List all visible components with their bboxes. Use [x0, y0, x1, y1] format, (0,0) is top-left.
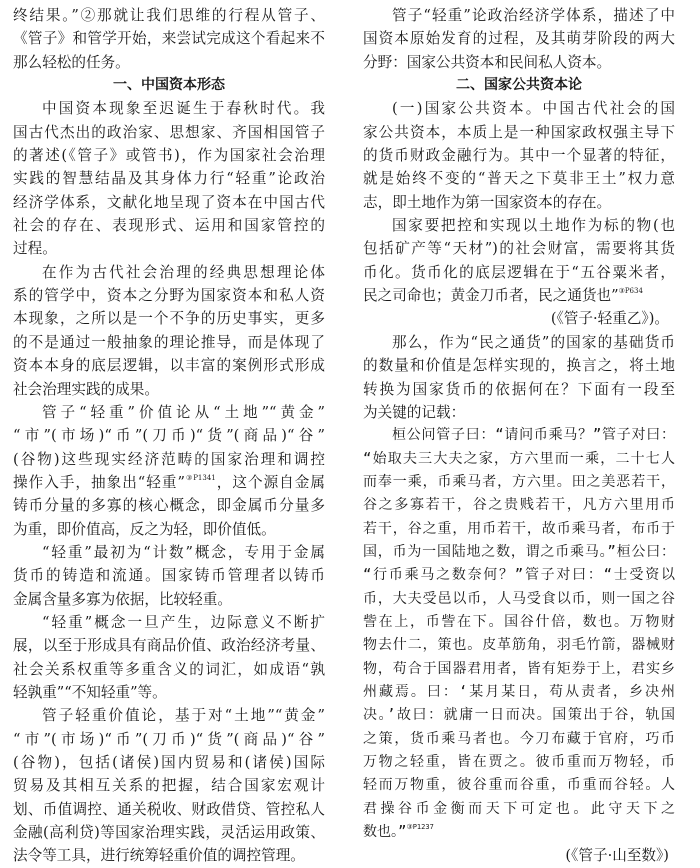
left-text-line — [13, 704, 325, 727]
line-text: 决。’故曰：就庸一日而决。国策出于谷，轨国 — [363, 707, 675, 724]
right-text-line — [363, 448, 675, 471]
left-text-line — [13, 144, 325, 167]
line-text: 实践的智慧结晶及其身体力行“轻重”论政治 — [13, 170, 325, 188]
right-text-line — [363, 658, 675, 681]
line-text: 管子“轻重”论政治经济学体系，描述了中 — [392, 7, 675, 24]
right-text-line — [363, 634, 675, 657]
right-section-heading — [363, 74, 675, 97]
line-text: “市”(市场)“币”(刀币)“货”(商品)“谷” — [13, 427, 325, 445]
line-text: 管子“轻重”价值论从“土地”“黄金” — [42, 403, 325, 421]
left-text-line — [13, 4, 325, 27]
line-text: 物去什二，策也。皮革筋角，羽毛竹箭，器械财 — [363, 637, 675, 654]
line-text: 资本本身的底层逻辑，以丰富的案例形式形成 — [13, 357, 325, 375]
line-text: (《管子·轻重乙》)。 — [550, 310, 669, 328]
right-text-line — [363, 774, 675, 797]
right-text-line — [363, 704, 675, 727]
right-text-line — [363, 167, 675, 190]
left-text-line — [13, 237, 325, 260]
line-text-cont: ，这个源自金属 — [215, 473, 325, 491]
left-text-line — [13, 681, 325, 704]
line-text: 包括矿产等“天材”)的社会财富，需要将其货 — [363, 240, 675, 258]
right-text-line — [363, 424, 675, 447]
line-text: 国家要把控和实现以土地作为标的物(也 — [392, 217, 675, 235]
line-text: (《管子·山至数》) — [565, 847, 669, 865]
right-text-line — [363, 588, 675, 611]
right-text-line — [363, 331, 675, 354]
right-text-line — [363, 494, 675, 517]
left-text-line — [13, 284, 325, 307]
line-text: 《管子》和管学开始，来尝试完成这个看起来不 — [13, 30, 325, 48]
line-text: 社会治理实践的成果。 — [13, 380, 159, 398]
line-text: 操作入手，抽象出“轻重” — [13, 473, 185, 491]
line-text: 民之司命也；黄金刀币者，民之通货也” — [363, 287, 619, 305]
left-text-line — [13, 424, 325, 447]
left-text-line — [13, 121, 325, 144]
line-text: 而奉一乘，币乘马者，方六里。田之美恶若干， — [363, 473, 675, 490]
line-text: (谷物)，包括(诸侯)国内贸易和(诸侯)国际 — [13, 754, 325, 771]
line-text: 铸币分量的多寡的核心概念，即金属币分量多 — [13, 497, 325, 515]
left-text-line — [13, 494, 325, 517]
line-text: “行币乘马之数奈何？”管子对曰：“士受资以 — [363, 567, 675, 584]
right-text-line — [363, 821, 675, 844]
line-text: 物，苟合于国器君用者，皆有矩券于上，君实乡 — [363, 660, 675, 677]
line-text: 的不是通过一般抽象的理论推导，而是体现了 — [13, 333, 325, 351]
line-text: 币化。货币化的底层逻辑在于“五谷粟米者， — [363, 263, 675, 281]
left-text-line — [13, 214, 325, 237]
left-text-line — [13, 401, 325, 424]
left-text-line — [13, 728, 325, 751]
footnote-ref: ③P1237 — [406, 823, 434, 832]
right-text-line — [363, 378, 675, 401]
line-text: (一)国家公共资本。中国古代社会的国 — [392, 100, 675, 118]
line-text: 的著述(《管子》或管书)，作为国家社会治理 — [13, 147, 325, 165]
line-text: 分野：国家公共资本和民间私人资本。 — [363, 53, 612, 71]
left-text-line — [13, 448, 325, 471]
right-text-line — [363, 564, 675, 587]
right-text-line — [363, 51, 675, 74]
left-text-line — [13, 844, 325, 867]
left-text-line — [13, 307, 325, 330]
right-text-line — [363, 144, 675, 167]
line-text: 二、国家公共资本论 — [456, 77, 582, 94]
line-text: 轻孰重”“不知轻重”等。 — [13, 683, 167, 701]
footnote-ref: ③P634 — [618, 287, 643, 296]
line-text: “市”(市场)“币”(刀币)“货”(商品)“谷” — [13, 730, 325, 748]
line-text: 在作为古代社会治理的经典思想理论体 — [42, 263, 325, 281]
line-text: 一、中国资本形态 — [113, 77, 225, 94]
line-text: 中国资本现象至迟诞生于春秋时代。我 — [42, 100, 325, 118]
right-text-line — [363, 518, 675, 541]
left-text-line — [13, 471, 325, 494]
right-citation — [363, 844, 675, 867]
left-text-line — [13, 378, 325, 401]
left-text-line — [13, 167, 325, 190]
line-text: 谷之多寡若干，谷之贵贱若干，凡方六里用币 — [363, 497, 675, 514]
line-text: “始取夫三大夫之家，方六里而一乘，二十七人 — [363, 450, 675, 467]
right-text-line — [363, 214, 675, 237]
left-section-heading — [13, 74, 325, 97]
line-text: 的货币财政金融行为。其中一个显著的特征， — [363, 147, 675, 165]
left-text-line — [13, 261, 325, 284]
line-text: 訾在上，币訾在下。国谷什倍，数也。万物财 — [363, 613, 675, 630]
right-text-line — [363, 728, 675, 751]
left-text-line — [13, 541, 325, 564]
right-text-line — [363, 191, 675, 214]
line-text: 管子轻重价值论，基于对“土地”“黄金” — [42, 707, 325, 725]
line-text: (谷物)这些现实经济范畴的国家治理和调控 — [13, 450, 325, 468]
line-text: 划、币值调控、通关税收、财政借贷、管控私人 — [13, 800, 325, 818]
left-text-line — [13, 774, 325, 797]
line-text: 志，即土地作为第一国家资本的存在。 — [363, 193, 612, 211]
left-text-line — [13, 191, 325, 214]
line-text: 终结果。”②那就让我们思维的行程从管子、 — [13, 7, 325, 24]
line-text: 展，以至于形成具有商品价值、政治经济考量、 — [13, 637, 325, 655]
line-text: 那么轻松的任务。 — [13, 53, 130, 71]
right-text-line — [363, 471, 675, 494]
line-text: 社会关系权重等多重含义的词汇，如成语“孰 — [13, 660, 325, 678]
line-text: 的数量和价值是怎样实现的，换言之，将土地 — [363, 357, 675, 375]
line-text: 贸易及其相互关系的把握，结合国家宏观计 — [13, 777, 325, 795]
right-text-line — [363, 611, 675, 634]
left-text-line — [13, 97, 325, 120]
right-text-line — [363, 284, 675, 307]
left-text-line — [13, 27, 325, 50]
right-citation — [363, 307, 675, 330]
line-text: 之策，货币乘马者也。今刀布藏于官府，巧币 — [363, 730, 675, 747]
line-text: 国古代杰出的政治家、思想家、齐国相国管子 — [13, 123, 325, 141]
line-text: 币，大夫受邑以币，人马受食以币，则一国之谷 — [363, 590, 675, 607]
line-text: 君操谷币金衡而天下可定也。此守天下之 — [363, 800, 675, 817]
line-text: 那么，作为“民之通货”的国家的基础货币 — [392, 333, 675, 351]
line-text: 金属含量多寡为依据，比较轻重。 — [13, 590, 232, 608]
left-text-line — [13, 658, 325, 681]
line-text: 若干，谷之重，用币若干，故币乘马者，布币于 — [363, 520, 675, 537]
right-text-line — [363, 261, 675, 284]
line-text: 家公共资本，本质上是一种国家政权强主导下 — [363, 123, 675, 141]
right-text-line — [363, 401, 675, 424]
line-text: 金融(高利贷)等国家治理实践，灵活运用政策、 — [13, 824, 325, 842]
right-text-line — [363, 751, 675, 774]
left-text-line — [13, 518, 325, 541]
line-text: 转换为国家货币的依据何在？下面有一段至 — [363, 380, 675, 398]
left-text-line — [13, 611, 325, 634]
line-text: 州藏焉。曰：‘某月某日，苟从责者，乡决州 — [363, 683, 675, 700]
left-text-line — [13, 798, 325, 821]
right-text-line — [363, 27, 675, 50]
left-text-line — [13, 821, 325, 844]
line-text: 系的管学中，资本之分野为国家资本和私人资 — [13, 287, 325, 305]
line-text: 过程。 — [13, 240, 57, 258]
right-text-line — [363, 4, 675, 27]
line-text: 国资本原始发育的过程，及其萌芽阶段的两大 — [363, 30, 675, 48]
left-column — [13, 4, 325, 868]
left-text-line — [13, 751, 325, 774]
line-text: “轻重”最初为“计数”概念，专用于金属 — [42, 543, 325, 561]
right-text-line — [363, 541, 675, 564]
left-text-line — [13, 331, 325, 354]
right-text-line — [363, 681, 675, 704]
left-text-line — [13, 564, 325, 587]
left-text-line — [13, 354, 325, 377]
left-text-line — [13, 588, 325, 611]
line-text: 为重，即价值高，反之为轻，即价值低。 — [13, 520, 276, 538]
line-text: 本现象，之所以是一个不争的历史事实，更多 — [13, 310, 325, 328]
left-text-line — [13, 51, 325, 74]
line-text: 数也。” — [363, 824, 407, 841]
line-text: “轻重”概念一旦产生，边际意义不断扩 — [42, 613, 325, 631]
line-text: 法令等工具，进行统筹轻重价值的调控管理。 — [13, 847, 305, 865]
right-text-line — [363, 237, 675, 260]
line-text: 就是始终不变的“普天之下莫非王土”权力意 — [363, 170, 675, 188]
right-column — [363, 4, 675, 868]
line-text: 轻而万物重，彼谷重而谷重，币重而谷轻。人 — [363, 777, 675, 794]
line-text: 国，币为一国陆地之数，谓之币乘马。”桓公曰： — [363, 543, 675, 560]
right-text-line — [363, 354, 675, 377]
line-text: 为关键的记载： — [363, 403, 466, 421]
line-text: 桓公问管子曰：“请问币乘马？”管子对曰： — [392, 427, 675, 444]
right-text-line — [363, 97, 675, 120]
footnote-ref: ③P1341 — [184, 474, 216, 483]
line-text: 货币的铸造和流通。国家铸币管理者以铸币 — [13, 567, 325, 585]
right-text-line — [363, 798, 675, 821]
line-text: 万物之轻重，皆在贾之。彼币重而万物轻，币 — [363, 754, 675, 770]
left-text-line — [13, 634, 325, 657]
right-text-line — [363, 121, 675, 144]
line-text: 社会的存在、表现形式、运用和国家管控的 — [13, 217, 325, 235]
line-text: 经济学体系，文献化地呈现了资本在中国古代 — [13, 193, 325, 211]
